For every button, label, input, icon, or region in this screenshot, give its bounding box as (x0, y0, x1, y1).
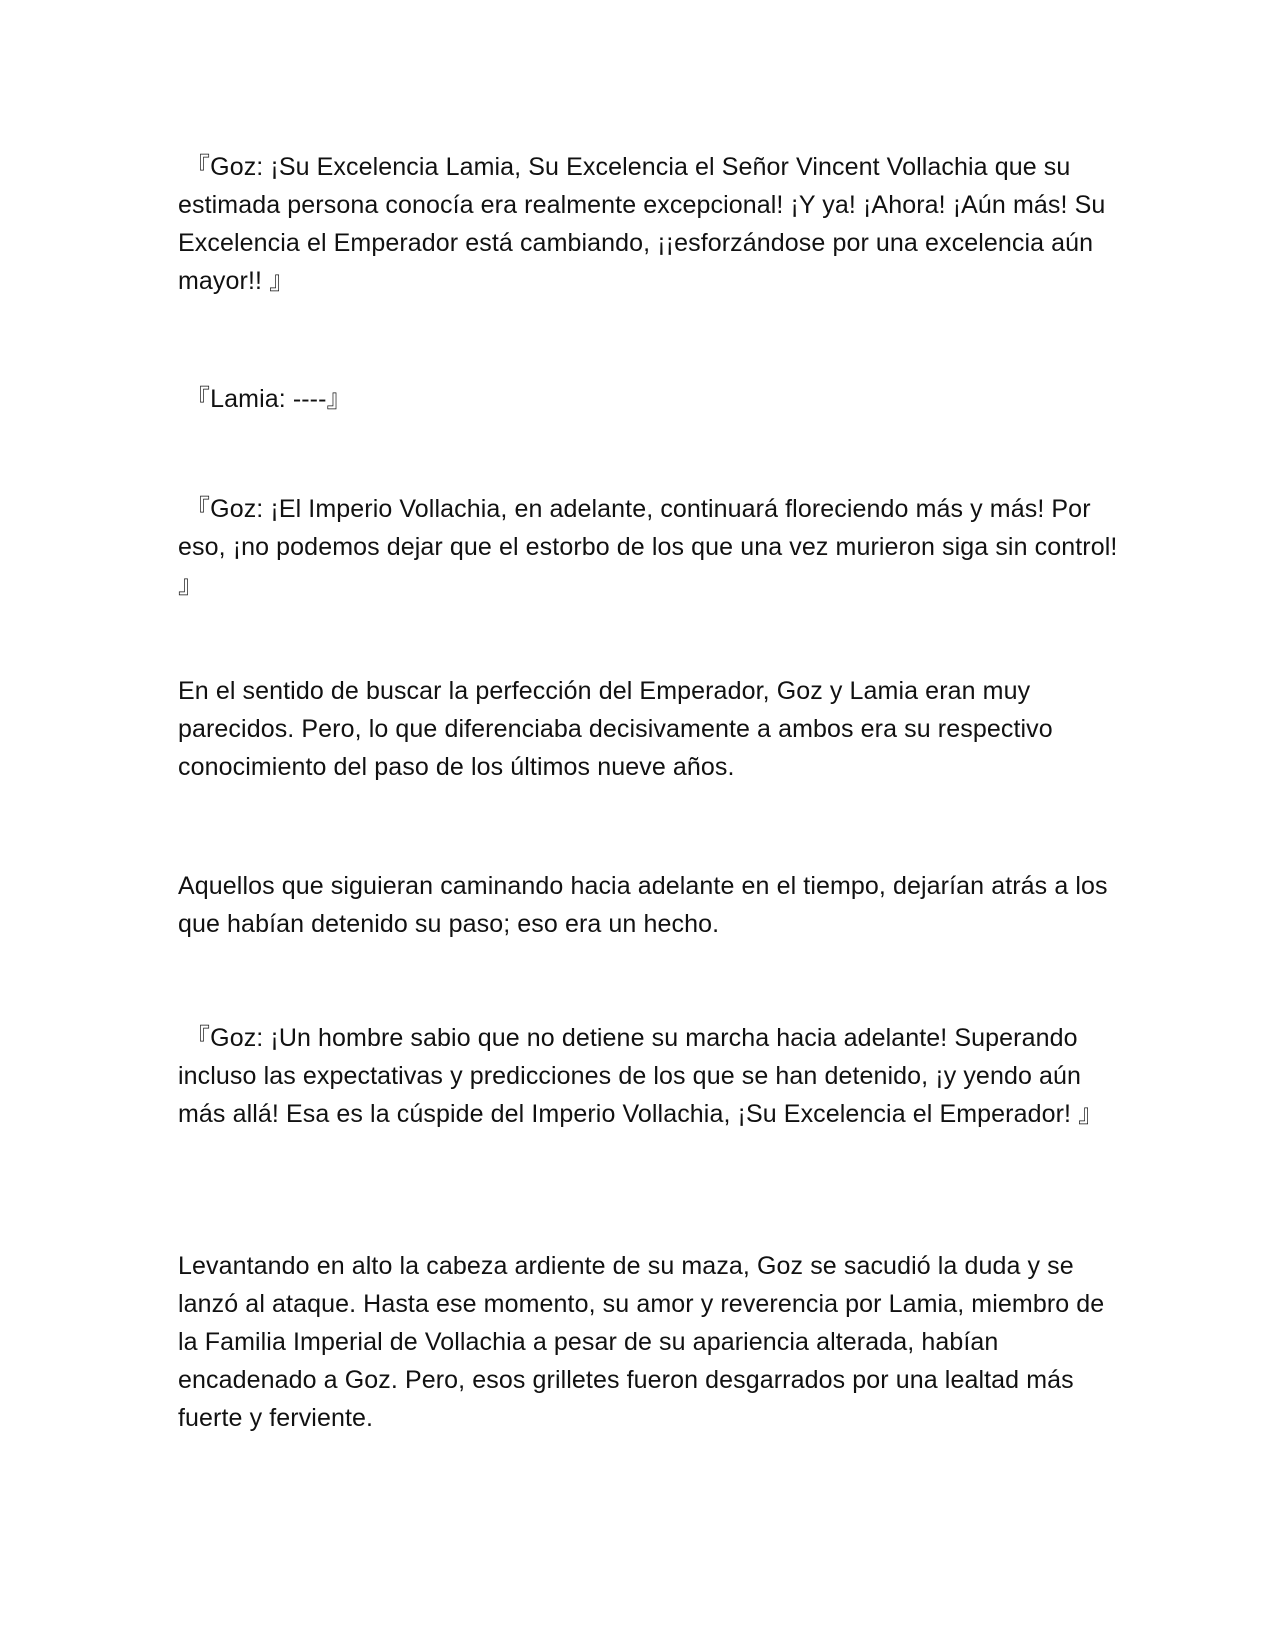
narration-paragraph-3: Levantando en alto la cabeza ardiente de su maza, Goz se sacudió la duda y se lanzó al ataque. Hasta ese momento, su amor y reverencia por Lamia, miembro de la Familia Imperial de Vollachia a pesar de su apariencia alterada, habían encadenado a Goz. Pero, esos grilletes fueron desgarrados por una lealtad más fuerte y ferviente. (178, 1252, 1112, 1432)
dialogue-goz-2: 『Goz: ¡El Imperio Vollachia, en adelante, continuará floreciendo más y más! Por eso, ¡no podemos dejar que el estorbo de los que una vez murieron siga sin control! 』 (178, 495, 1125, 599)
dialogue-lamia: 『Lamia: ----』 (178, 385, 352, 413)
narration-paragraph-1: En el sentido de buscar la perfección del Emperador, Goz y Lamia eran muy parecidos. Pero, lo que diferenciaba decisivamente a ambos era su respectivo conocimiento del paso de los últimos nueve años. (178, 677, 1060, 781)
narration-paragraph-2: Aquellos que siguieran caminando hacia adelante en el tiempo, dejarían atrás a los que habían detenido su paso; eso era un hecho. (178, 872, 1115, 938)
dialogue-goz-1: 『Goz: ¡Su Excelencia Lamia, Su Excelencia el Señor Vincent Vollachia que su estimada persona conocía era realmente excepcional! ¡Y ya! ¡Ahora! ¡Aún más! Su Excelencia el Emperador está cambiando, ¡¡esforzándose por una excelencia aún mayor!! 』 (178, 153, 1113, 295)
dialogue-goz-3: 『Goz: ¡Un hombre sabio que no detiene su marcha hacia adelante! Superando incluso las expectativas y predicciones de los que se han detenido, ¡y yendo aún más allá! Esa es la cúspide del Imperio Vollachia, ¡Su Excelencia el Emperador! 』 (178, 1024, 1104, 1128)
